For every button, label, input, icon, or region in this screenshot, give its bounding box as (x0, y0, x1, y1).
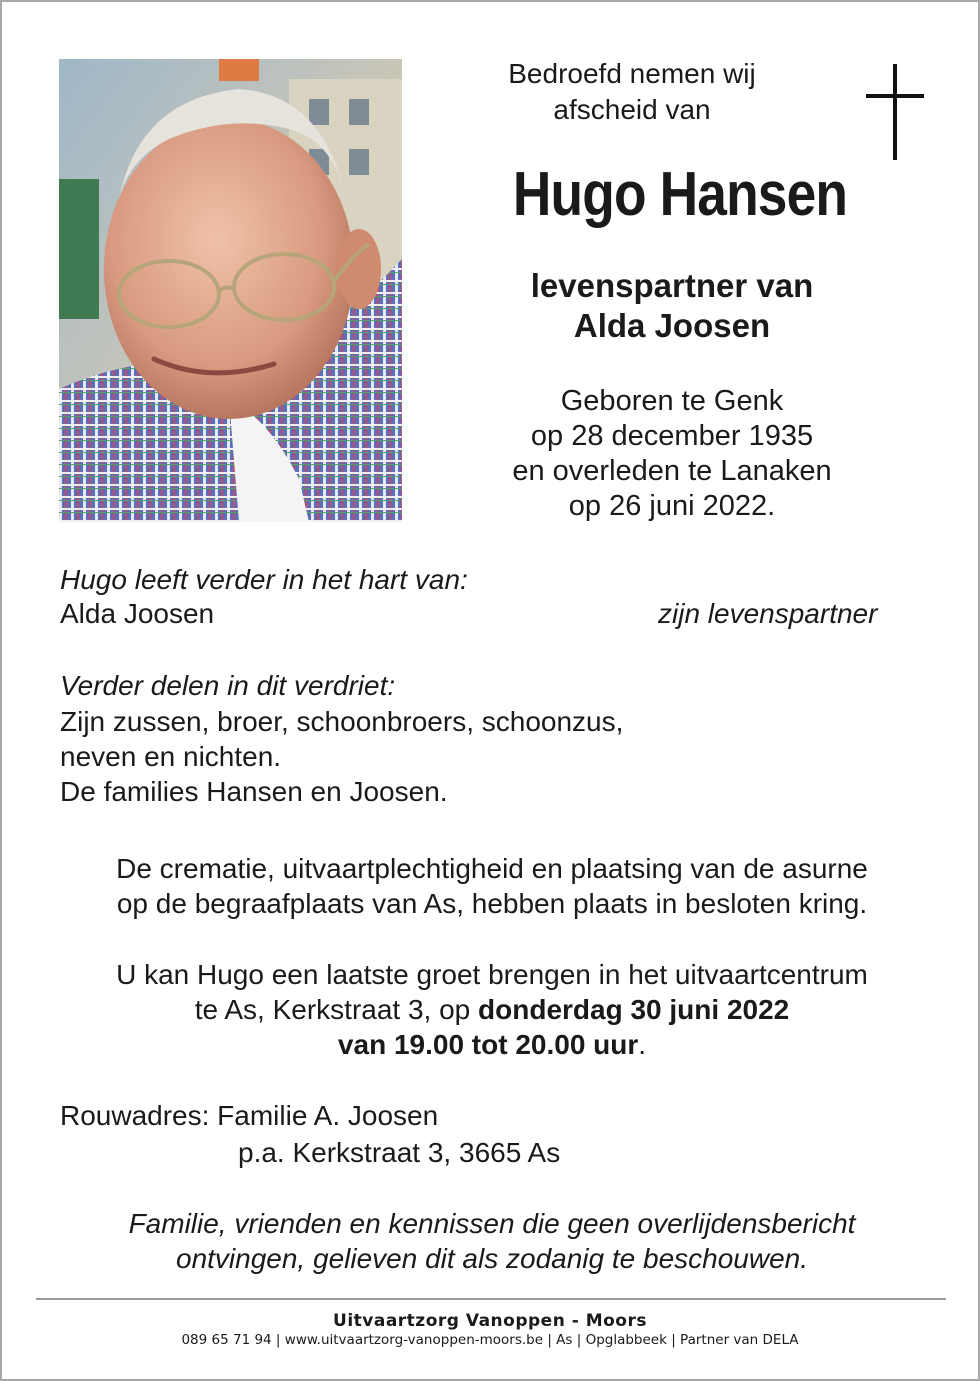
shared-grief-line: De families Hansen en Joosen. (60, 776, 448, 807)
footer-info: 089 65 71 94 | www.uitvaartzorg-vanoppen-moors.be | As | Opglabbeek | Partner van DELA (181, 1332, 799, 1348)
lives-on-person: Alda Joosen (60, 598, 215, 629)
partner-block (432, 266, 912, 346)
visit-date: donderdag 30 juni 2022 (478, 994, 790, 1025)
visit-place: te As, Kerkstraat 3, op (194, 994, 479, 1025)
lives-on-relation: zijn levenspartner (658, 598, 878, 629)
intro-line: Bedroefd nemen wij (508, 58, 756, 89)
visit-period: . (638, 1029, 647, 1060)
deceased-name: Hugo Hansen (512, 160, 848, 229)
birth-line: Geboren te Genk (560, 385, 784, 417)
intro-line: afscheid van (553, 94, 711, 125)
shared-grief-line: Zijn zussen, broer, schoonbroers, schoonzus, (60, 706, 624, 737)
lives-on-heading: Hugo leeft verder in het hart van: (60, 564, 468, 595)
partner-line: levenspartner van (530, 267, 814, 304)
birth-line: op 28 december 1935 (530, 420, 814, 452)
visit-line (42, 992, 942, 1027)
footer-divider (36, 1298, 946, 1300)
cremation-text (42, 851, 942, 921)
birth-line: en overleden te Lanaken (512, 455, 832, 487)
shared-grief-heading: Verder delen in dit verdriet: (60, 670, 396, 701)
closing-line: ontvingen, gelieven dit als zodanig te beschouwen. (176, 1243, 808, 1274)
visit-text (42, 957, 942, 1062)
cross-icon (866, 64, 924, 160)
birth-death-block (432, 384, 912, 524)
shared-grief-line: neven en nichten. (60, 741, 282, 772)
address-line-1: Rouwadres: Familie A. Joosen (60, 1100, 439, 1131)
intro-text (442, 56, 822, 128)
closing-text (42, 1206, 942, 1276)
birth-line: op 26 juni 2022. (568, 490, 776, 522)
portrait-image (59, 59, 402, 522)
closing-line: Familie, vrienden en kennissen die geen overlijdensbericht (128, 1208, 856, 1239)
cremation-line: op de begraafplaats van As, hebben plaats in besloten kring. (116, 888, 868, 919)
visit-line: U kan Hugo een laatste groet brengen in het uitvaartcentrum (116, 959, 868, 990)
visit-time: van 19.00 tot 20.00 uur (337, 1029, 639, 1060)
cremation-line: De crematie, uitvaartplechtigheid en plaatsing van de asurne (116, 853, 868, 884)
partner-name: Alda Joosen (573, 307, 771, 344)
portrait-photo (59, 59, 402, 522)
visit-line (42, 1027, 942, 1062)
footer-company: Uitvaartzorg Vanoppen - Moors (333, 1311, 647, 1331)
address-line-2: p.a. Kerkstraat 3, 3665 As (238, 1137, 561, 1168)
